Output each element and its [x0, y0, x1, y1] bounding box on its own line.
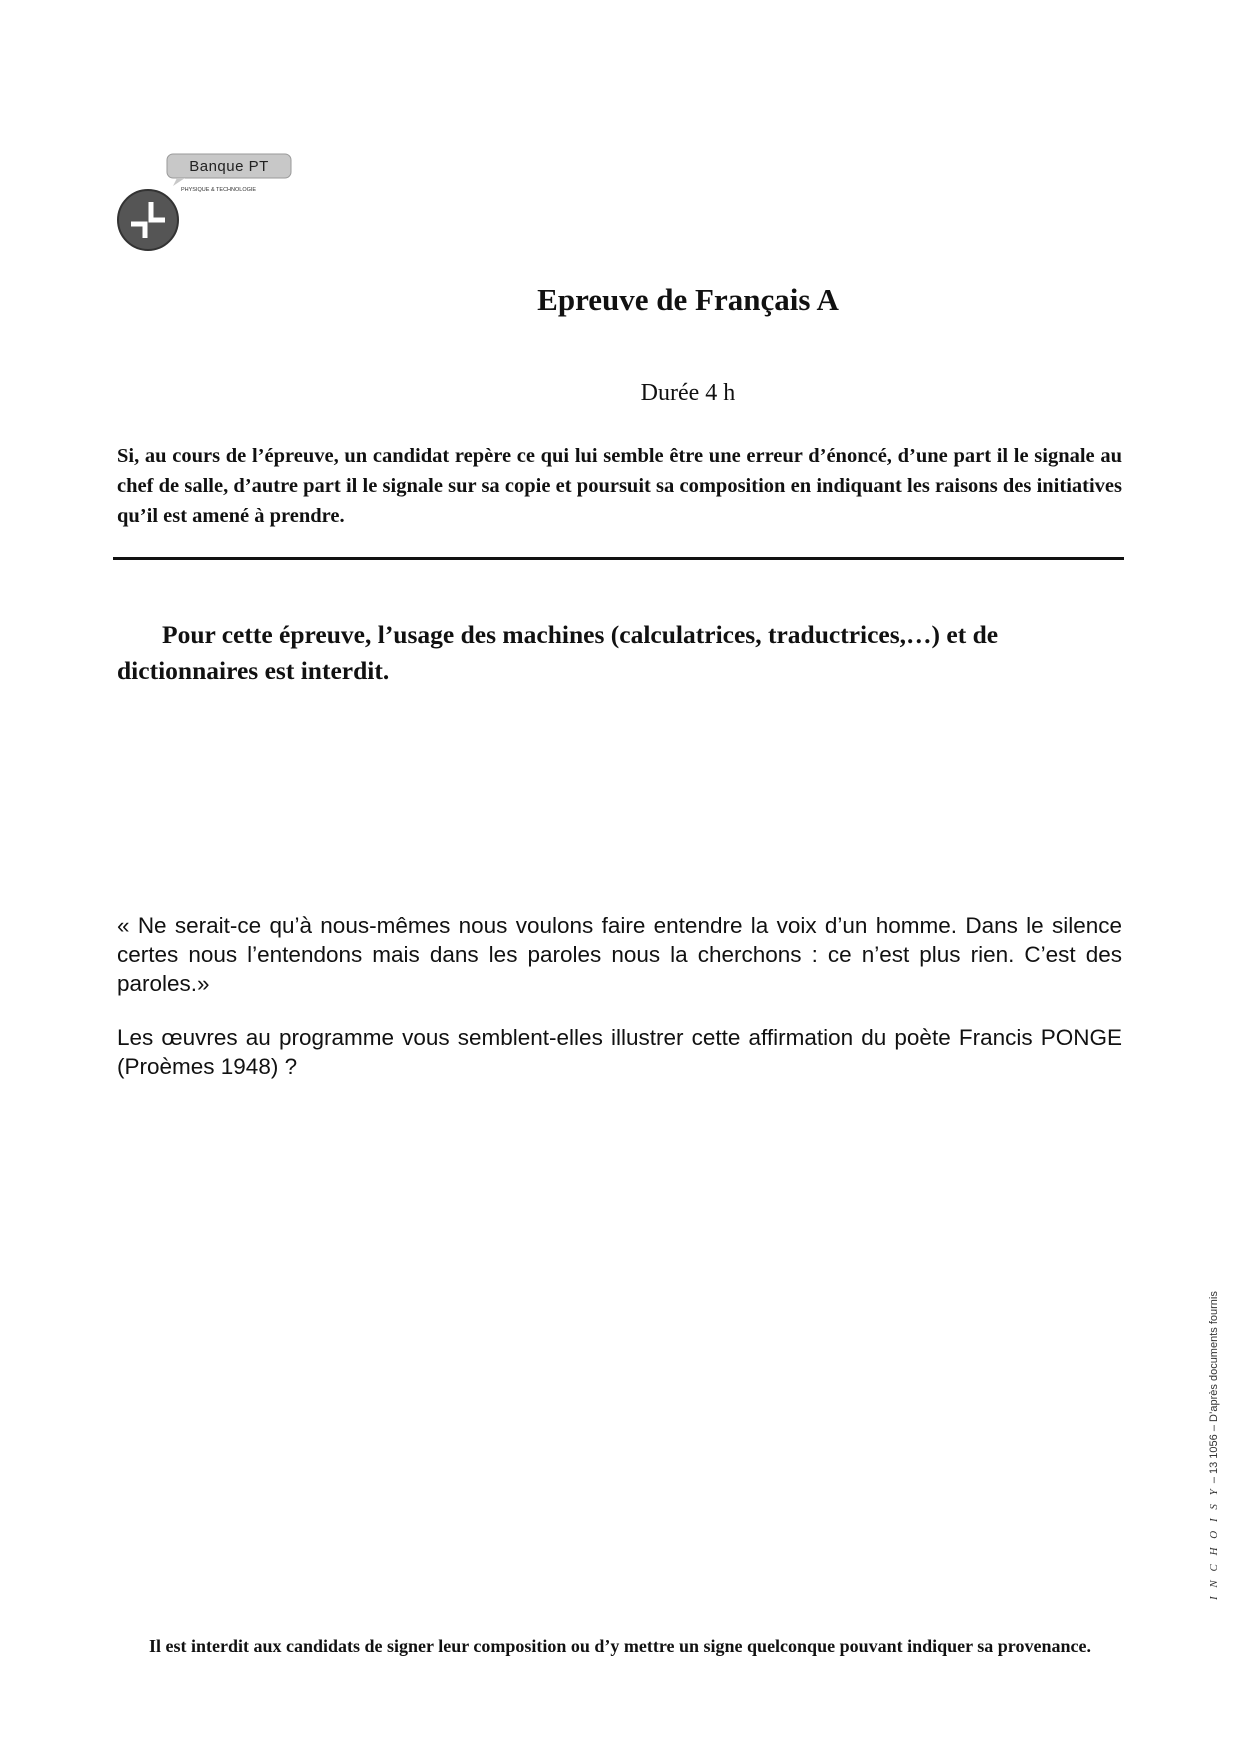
divider-line: [113, 557, 1124, 560]
error-notice: Si, au cours de l’épreuve, un candidat repère ce qui lui semble être une erreur d’énoncé, d’une part il le signale au chef de salle, d’autre part il le signale sur sa copie et poursuit sa composition en indiquant les raisons des initiatives qu’il est amené à prendre.: [117, 445, 1122, 527]
printer-name: I N C H O I S Y: [1208, 1486, 1220, 1600]
logo-subtitle: PHYSIQUE & TECHNOLOGIE: [181, 187, 257, 193]
printer-side-note: [1208, 1291, 1220, 1600]
machines-notice: Pour cette épreuve, l’usage des machines (calculatrices, traductrices,…) et de dictionnaires est interdit.: [117, 620, 999, 685]
exam-duration: [0, 380, 1240, 407]
banque-pt-logo: [115, 150, 295, 260]
exam-title: [0, 282, 1240, 318]
subject-quote: « Ne serait-ce qu’à nous-mêmes nous voulons faire entendre la voix d’un homme. Dans le silence certes nous l’entendons mais dans les paroles nous la cherchons : ce n’est plus rien. C’est des paroles.»: [117, 913, 1122, 996]
footer-notice: Il est interdit aux candidats de signer leur composition ou d’y mettre un signe quelconque pouvant indiquer sa provenance.: [149, 1636, 1091, 1656]
subject-question: Les œuvres au programme vous semblent-elles illustrer cette affirmation du poète Francis PONGE (Proèmes 1948) ?: [117, 1025, 1122, 1079]
exam-title-text: Epreuve de Français A: [537, 282, 839, 317]
logo-brand-text: Banque PT: [189, 157, 269, 175]
exam-duration-text: Durée 4 h: [640, 380, 736, 406]
printer-reference: – 13 1056 – D’après documents fournis: [1208, 1291, 1220, 1484]
